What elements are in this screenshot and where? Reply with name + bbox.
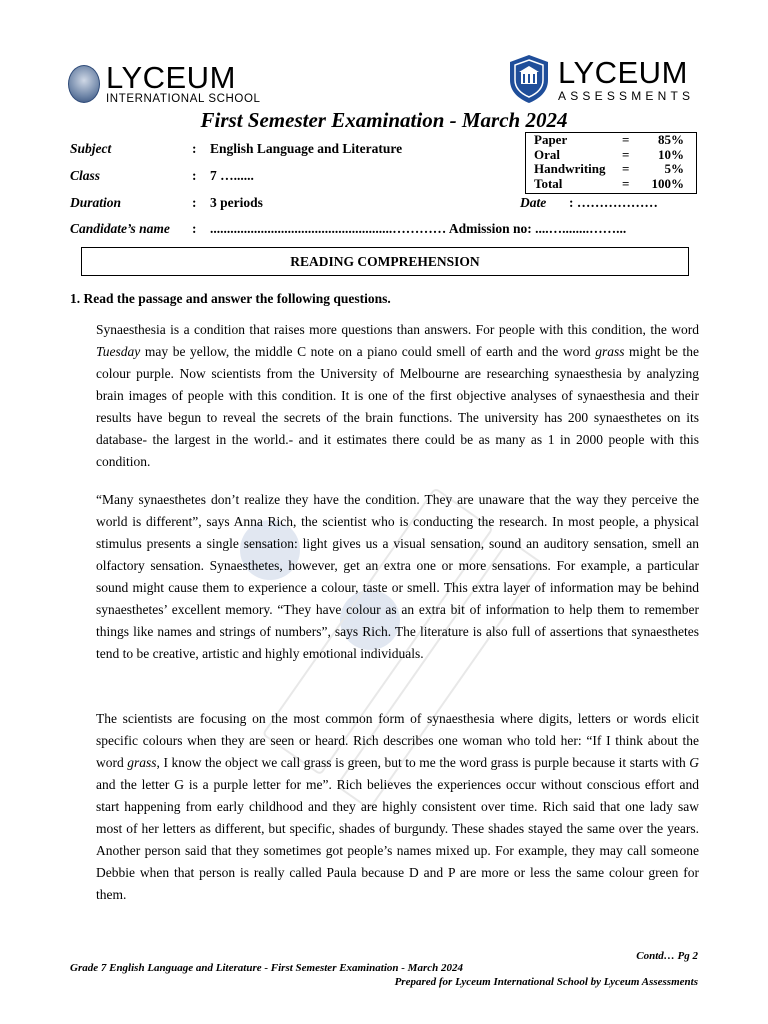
left-brand-subtitle: INTERNATIONAL SCHOOL [106, 93, 261, 105]
marks-value: 10% [658, 146, 684, 162]
date-value: : ……………… [569, 195, 658, 210]
p3-text-c: and the letter G is a purple letter for me”. Rich believes the experiences occur without conscious effort and start happening from early childhood and they are highly consistent over time. Rich said that one lady saw most of her letters as different, but specific, shades of burgundy. These shades stayed the same over the years. Another person said that they sometimes got people’s names mixed up. For example, they may call someone Debbie when that person is really called Paula because D and P are more or less the same colour green for them. [96, 777, 699, 902]
p1-text-b: may be yellow, the middle C note on a piano could smell of earth and the word [140, 344, 596, 359]
class-row [0, 168, 768, 186]
footer-prepared-by: Prepared for Lyceum International School by Lyceum Assessments [394, 976, 698, 988]
p1-text-c: might be the colour purple. Now scientists from the University of Melbourne are researching synaesthesia by analyzing brain images of people with this condition. It is one of the first objective analyses of synaesthesia and their results have begun to reveal the secrets of the brain functions. The university has 200 synaesthetes on its database- the largest in the world.- and it estimates there could be as many as 1 in 2000 people with this condition. [96, 344, 699, 469]
footer-exam-info: Grade 7 English Language and Literature - First Semester Examination - March 2024 [70, 962, 463, 974]
p1-emphasis-tuesday: Tuesday [96, 344, 141, 359]
p1-text-a: Synaesthesia is a condition that raises more questions than answers. For people with this condition, the word [96, 322, 699, 337]
class-value: 7 …...... [210, 168, 254, 183]
left-brand-name: LYCEUM [106, 60, 236, 95]
lyceum-assessments-logo [508, 54, 694, 104]
marks-value: 100% [651, 175, 684, 191]
passage-paragraph-1 [96, 319, 699, 473]
p2-text: “Many synaesthetes don’t realize they have the condition. They are unaware that the way they perceive the world is different”, says Anna Rich, the scientist who is conducting the research. In most people, a physical stimulus presents a single sensation: light gives us a visual sensation, sound an auditory sensation, smell an olfactory sensation. Synaesthetes, however, get an extra one or more sensations. For example, a particular sound might cause them to experience a colour, taste or smell. This extra layer of information may be behind synaesthetes’ excellent memory. “They have colour as an extra bit of information to help them to remember things like names and strings of numbers”, says Rich. The literature is also full of assertions that synaesthetes tend to be creative, artistic and highly emotional individuals. [96, 492, 699, 661]
subject-label: Subject [70, 141, 112, 156]
duration-row [0, 195, 768, 213]
subject-row [0, 141, 768, 159]
marks-equals: = [622, 132, 630, 147]
subject-value: English Language and Literature [210, 141, 403, 156]
duration-colon: : [192, 195, 197, 210]
p3-emphasis-grass: grass [127, 755, 157, 770]
marks-equals: = [622, 161, 630, 176]
p3-text-a: The scientists are focusing on the most common form of synaesthesia where digits, letters or words elicit specific colours when they are seen or heard. Rich describes one woman who told her: “If I think about the word [96, 711, 699, 770]
p1-emphasis-grass: grass [595, 344, 625, 359]
p3-emphasis-g: G [689, 755, 699, 770]
p3-text-b: , I know the object we call grass is green, but to me the word grass is purple because it starts with [156, 755, 690, 770]
marks-label: Oral [534, 146, 560, 162]
passage-paragraph-3 [96, 708, 699, 906]
class-label: Class [70, 168, 101, 183]
passage-paragraph-2 [96, 489, 699, 665]
school-crest-icon [68, 65, 100, 103]
right-brand-name: LYCEUM [558, 54, 688, 90]
marks-equals: = [622, 146, 630, 162]
subject-colon: : [192, 141, 197, 156]
marks-value: 85% [658, 132, 684, 147]
marks-equals: = [622, 175, 630, 191]
date-label: Date [520, 195, 547, 210]
right-brand-subtitle: ASSESSMENTS [558, 88, 695, 103]
marks-label: Paper [534, 132, 568, 147]
shield-icon [508, 54, 550, 104]
duration-label: Duration [70, 195, 122, 210]
exam-title: First Semester Examination - March 2024 [200, 108, 568, 132]
candidate-value: ......................................................………… Admission no: ....…........……... [210, 221, 627, 236]
marks-label: Handwriting [534, 161, 606, 176]
marks-label: Total [534, 175, 563, 191]
class-colon: : [192, 168, 197, 183]
continued-note: Contd… Pg 2 [636, 950, 698, 962]
candidate-colon: : [192, 221, 197, 236]
candidate-label: Candidate’s name [70, 221, 170, 236]
candidate-row [0, 221, 768, 239]
question-heading: 1. Read the passage and answer the following questions. [70, 291, 391, 306]
duration-value: 3 periods [210, 195, 263, 210]
section-title: READING COMPREHENSION [81, 247, 689, 276]
lyceum-school-logo [68, 62, 261, 106]
marks-value: 5% [664, 161, 684, 176]
